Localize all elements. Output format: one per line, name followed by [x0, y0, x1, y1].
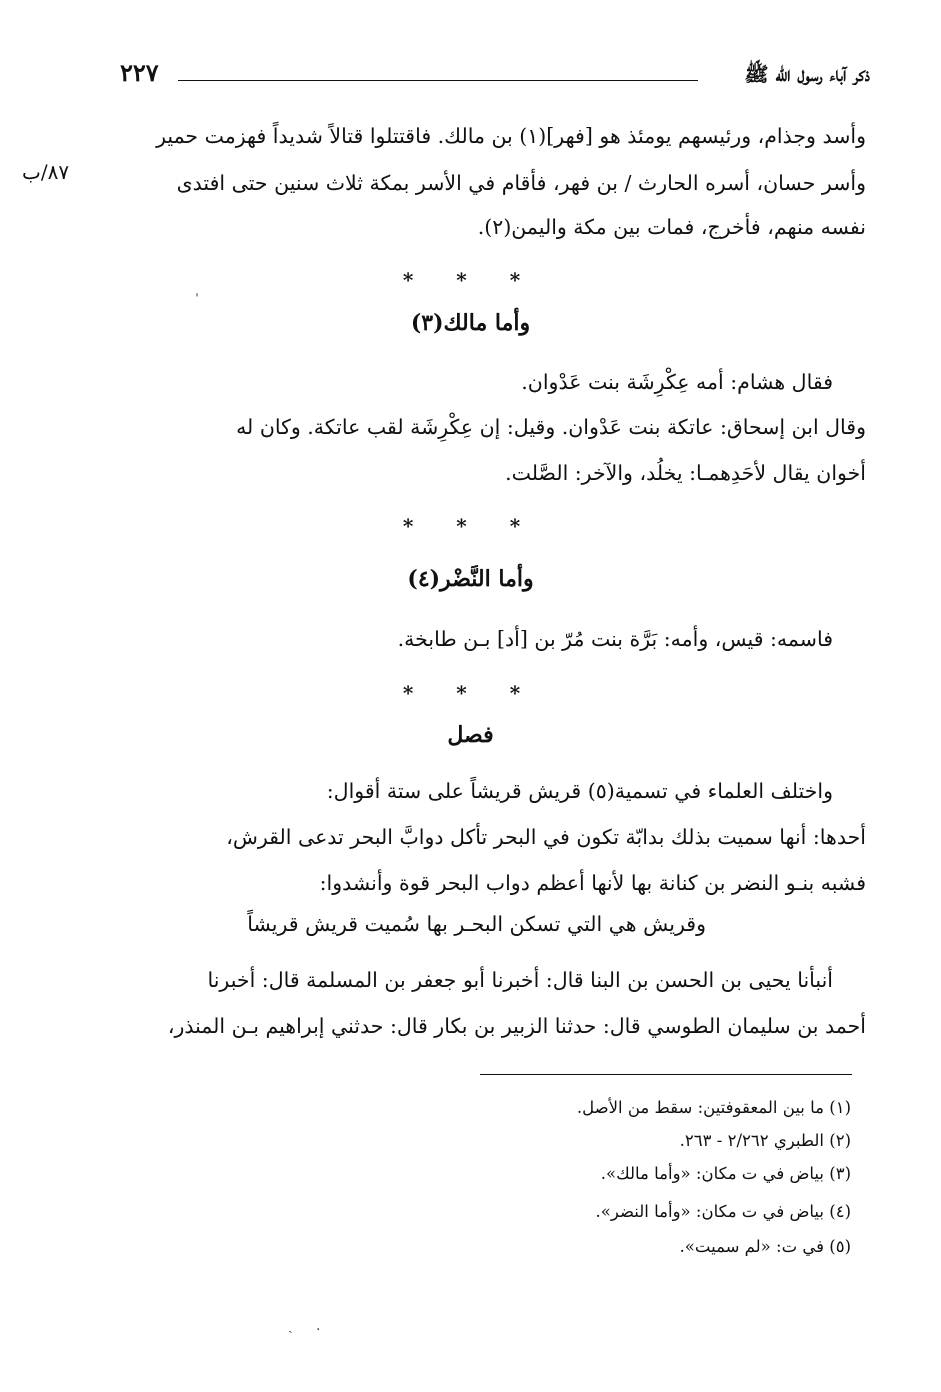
body-line: أحمد بن سليمان الطوسي قال: حدثنا الزبير بن بكار قال: حدثني إبراهيم بـن المنذر،: [167, 1014, 866, 1038]
scan-speck: ·: [316, 1322, 321, 1338]
section-separator: * * *: [402, 268, 539, 292]
section-heading-malik: وأما مالك(٣): [410, 310, 531, 336]
section-heading-nadr: وأما النَّضْر(٤): [407, 566, 534, 592]
section-separator: * * *: [402, 681, 539, 705]
running-header: [120, 58, 870, 98]
header-rule: [178, 80, 698, 81]
footnote-rule: [480, 1074, 852, 1075]
body-line: وأسد وجذام، ورئيسهم يومئذ هو [فهر](١) بن مالك. فاقتتلوا قتالاً شديداً فهزمت حمير: [156, 124, 866, 148]
page-number: ٢٢٧: [120, 58, 159, 87]
scan-speck: ˏ: [288, 1318, 293, 1334]
scan-speck: ˈ: [195, 292, 199, 308]
footnote: (٤) بياض في ت مكان: «وأما النضر».: [595, 1202, 851, 1221]
footnote: (٣) بياض في ت مكان: «وأما مالك».: [600, 1164, 851, 1183]
poetry-verse: وقريش هي التي تسكن البحـر بها سُميت قريش قريشاً: [247, 912, 706, 936]
body-line: أخوان يقال لأحَدِهمـا: يخلُد، والآخر: الصَّلت.: [505, 461, 866, 485]
body-line: فشبه بنـو النضر بن كنانة بها لأنها أعظم دواب البحر قوة وأنشدوا:: [319, 871, 866, 895]
margin-folio-note: ٨٧/ب: [22, 160, 70, 184]
body-line: واختلف العلماء في تسمية(٥) قريش قريشاً على ستة أقوال:: [326, 779, 833, 803]
footnote: (٥) في ت: «لم سميت».: [679, 1237, 851, 1256]
footnote: (٢) الطبري ٢/٢٦٢ - ٢٦٣.: [679, 1131, 851, 1150]
body-line: وقال ابن إسحاق: عاتكة بنت عَدْوان. وقيل: إن عِكْرِشَة لقب عاتكة. وكان له: [236, 415, 866, 439]
running-title: ذكر آباء رسول الله ﷺ: [744, 62, 870, 86]
section-heading-fasl: فصل: [447, 722, 494, 748]
footnote: (١) ما بين المعقوفتين: سقط من الأصل.: [576, 1098, 851, 1117]
body-line: أحدها: أنها سميت بذلك بدابّة تكون في البحر تأكل دوابَّ البحر تدعى القرش،: [226, 825, 866, 849]
section-separator: * * *: [402, 514, 539, 538]
body-line: وأسر حسان، أسره الحارث / بن فهر، فأقام في الأسر بمكة ثلاث سنين حتى افتدى: [176, 171, 866, 195]
body-line: فقال هشام: أمه عِكْرِشَة بنت عَدْوان.: [521, 370, 833, 394]
body-line: أنبأنا يحيى بن الحسن بن البنا قال: أخبرنا أبو جعفر بن المسلمة قال: أخبرنا: [207, 968, 833, 992]
body-line: فاسمه: قيس، وأمه: بَرَّة بنت مُرّ بن [أد] بـن طابخة.: [397, 627, 833, 651]
body-line: نفسه منهم، فأخرج، فمات بين مكة واليمن(٢).: [477, 215, 866, 239]
